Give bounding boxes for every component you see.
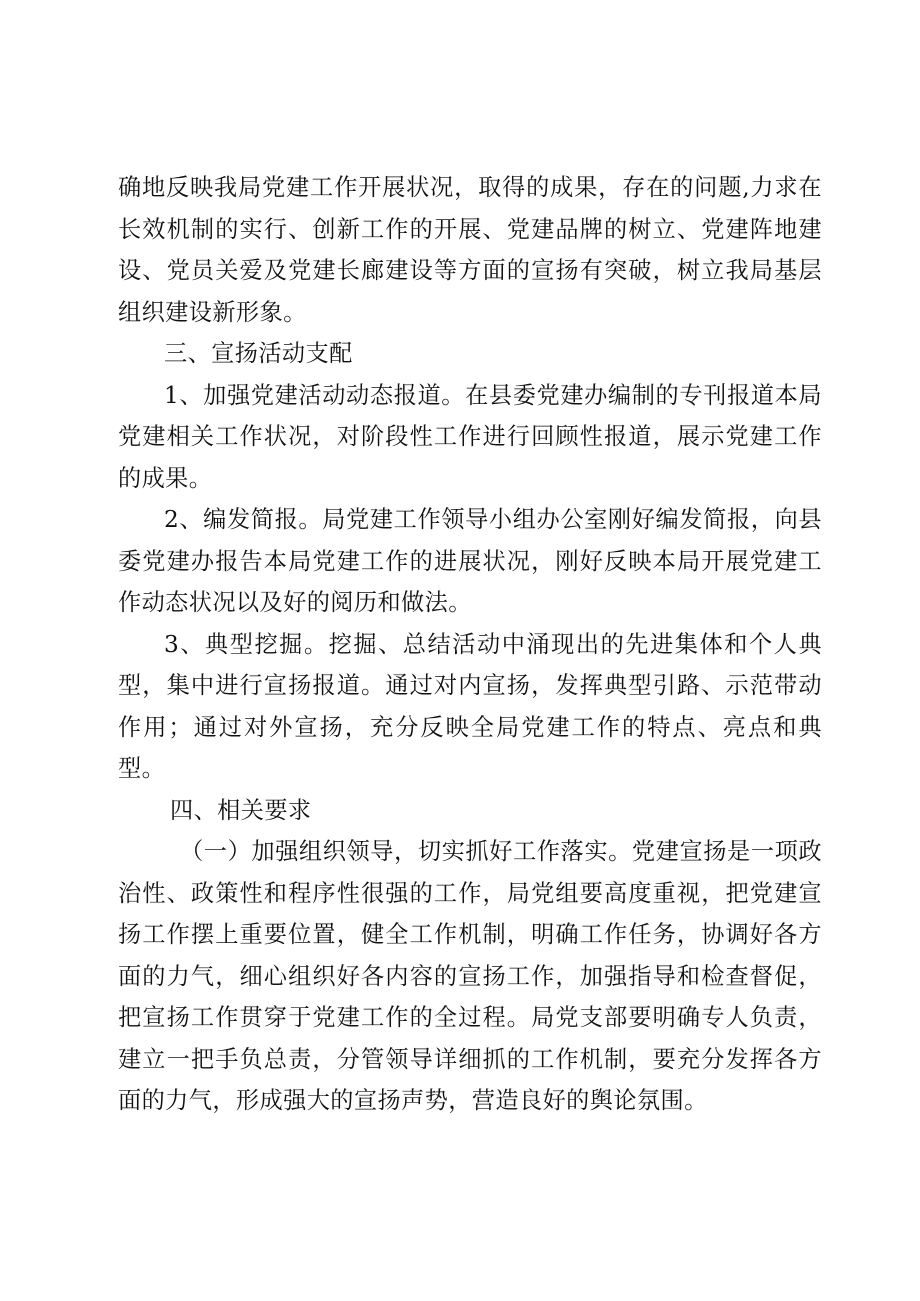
paragraph-continuation: 确地反映我局党建工作开展状况，取得的成果，存在的问题,力求在长效机制的实行、创新工作的开展、党建品牌的树立、党建阵地建设、党员关爱及党建长廊建设等方面的宣扬有突破，树立我局基层组织建设新形象。 (118, 174, 822, 326)
section-heading-4: 四、相关要求 (170, 796, 312, 824)
paragraph-subsection-1: （一）加强组织领导，切实抓好工作落实。党建宣扬是一项政治性、政策性和程序性很强的工作，局党组要高度重视，把党建宣扬工作摆上重要位置，健全工作机制，明确工作任务，协调好各方面的力气，细心组织好各内容的宣扬工作，加强指导和检查督促，把宣扬工作贯穿于党建工作的全过程。局党支部要明确专人负责，建立一把手负总责，分管领导详细抓的工作机制，要充分发挥各方面的力气，形成强大的宣扬声势，营造良好的舆论氛围。 (118, 838, 822, 1114)
document-body (118, 167, 822, 1122)
section-heading-3: 三、宣扬活动支配 (164, 340, 353, 367)
paragraph-item-3: 3、典型挖掘。挖掘、总结活动中涌现出的先进集体和个人典型，集中进行宣扬报道。通过对内宣扬，发挥典型引路、示范带动作用；通过对外宣扬，充分反映全局党建工作的特点、亮点和典型。 (118, 630, 822, 782)
paragraph-item-1: 1、加强党建活动动态报道。在县委党建办编制的专刊报道本局党建相关工作状况，对阶段性工作进行回顾性报道，展示党建工作的成果。 (118, 381, 822, 492)
paragraph-item-2: 2、编发简报。局党建工作领导小组办公室刚好编发简报，向县委党建办报告本局党建工作的进展状况，刚好反映本局开展党建工作动态状况以及好的阅历和做法。 (118, 506, 822, 616)
